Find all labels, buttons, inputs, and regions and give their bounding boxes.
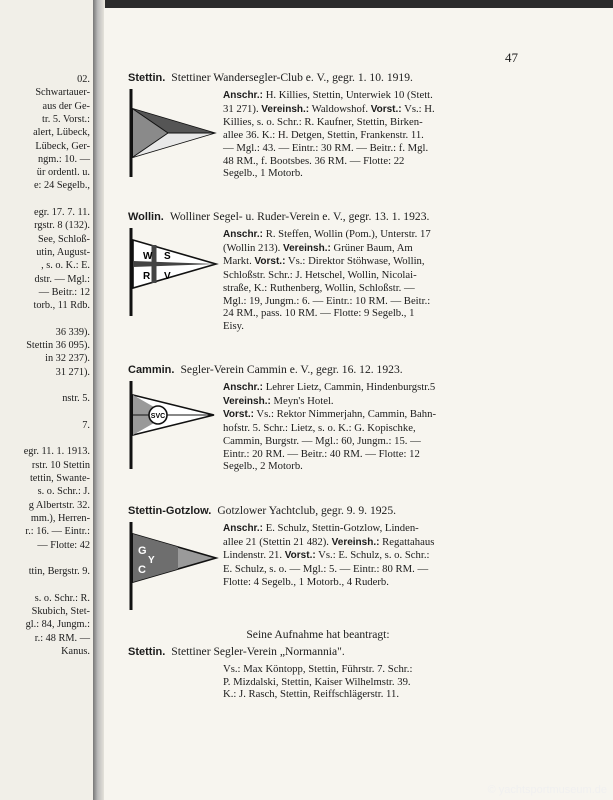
text-line: Flotte: 4 Segelb., 1 Motorb., 4 Ruderb. xyxy=(223,575,389,588)
club-pennant-flag xyxy=(128,520,220,612)
left-page-line: ür ordentl. u. xyxy=(36,167,90,179)
page-number: 47 xyxy=(505,50,518,65)
left-page-line: See, Schloß- xyxy=(37,233,90,245)
flag-monogram: SVC xyxy=(150,413,166,420)
left-page-line: aus der Ge- xyxy=(42,100,90,112)
left-page-line: ngm.: 10. — xyxy=(37,153,90,165)
flag-letter: C xyxy=(138,564,146,576)
text-line: 24 RM., pass. 10 RM. — Flotte: 9 Segelb., 1 xyxy=(223,307,415,320)
text-line: straße, K.: Ruthenberg, Wollin, Schloßstr. — xyxy=(223,281,415,294)
left-page-line: r.: 16. — Eintr.: xyxy=(25,526,90,538)
text-line: allee 36. K.: H. Detgen, Stettin, Frankenstr. 11. xyxy=(223,129,424,142)
left-page-line: rstr. 10 Stettin xyxy=(31,459,90,471)
left-page-line: s. o. Schr.: R. xyxy=(34,592,90,604)
text-line: Segelb., 1 Motorb. xyxy=(223,167,303,180)
left-page-line: s. o. Schr.: J. xyxy=(37,486,90,498)
left-page-line: — Flotte: 42 xyxy=(37,539,90,551)
left-page-line: Lübeck, Ger- xyxy=(35,140,90,152)
flag-letter: V xyxy=(164,271,171,282)
text-line: Segelb., 2 Motorb. xyxy=(223,460,303,473)
club-place: Stettin-Gotzlow. xyxy=(128,505,212,517)
club-title: Wolliner Segel- u. Ruder-Verein e. V., gegr. 13. 1. 1923. xyxy=(169,210,430,223)
left-page-line: Kanus. xyxy=(61,645,90,657)
club-heading xyxy=(128,645,508,659)
left-page-line: 02. xyxy=(77,74,90,85)
club-entry-stettin-wandersegler xyxy=(128,71,508,180)
club-heading xyxy=(128,363,508,377)
left-page-line: Stettin 36 095). xyxy=(26,340,90,351)
text-line: E. Schulz, s. o. — Mgl.: 5. — Eintr.: 80 RM. — xyxy=(223,563,429,576)
club-title: Segler-Verein Cammin e. V., gegr. 16. 12. 1923. xyxy=(180,363,403,376)
application-heading: Seine Aufnahme hat beantragt: xyxy=(246,628,390,641)
club-place: Stettin. xyxy=(128,646,166,658)
text-line: hofstr. 5. Schr.: Lietz, s. o. K.: G. Kopischke, xyxy=(223,422,416,435)
flag-letter: W xyxy=(143,251,153,262)
left-page-line: r.: 48 RM. — xyxy=(34,632,90,644)
left-page-line: egr. 11. 1. 1913. xyxy=(23,446,90,458)
left-page-line: ttin, Bergstr. 9. xyxy=(28,566,90,578)
left-page-line: utin, August- xyxy=(36,246,90,258)
left-page-line: , s. o. K.: E. xyxy=(41,260,90,272)
club-pennant-flag xyxy=(128,87,220,179)
text-line: Anschr.: E. Schulz, Stettin-Gotzlow, Linden- xyxy=(223,522,419,534)
text-line: 48 RM., f. Bootsbes. 36 RM. — Flotte: 22 xyxy=(223,154,405,167)
left-page-line: g Albertstr. 32. xyxy=(28,499,90,511)
flag-letter: S xyxy=(164,251,171,262)
text-line: Eisy. xyxy=(223,319,244,332)
club-title: Stettiner Wandersegler-Club e. V., gegr. 1. 10. 1919. xyxy=(171,71,413,84)
left-page-line: nstr. 5. xyxy=(62,393,90,405)
club-entry-normannia xyxy=(128,645,508,701)
left-page xyxy=(0,0,96,800)
left-page-line: Skubich, Stet- xyxy=(31,606,90,617)
flag-letter: G xyxy=(138,545,147,557)
flag-letter: Y xyxy=(148,555,155,566)
club-place: Cammin. xyxy=(128,364,175,376)
text-line: Schloßstr. Schr.: J. Hetschel, Wollin, Nicolai- xyxy=(223,269,417,282)
club-entry-cammin xyxy=(128,363,508,473)
left-page-line: tettin, Swante- xyxy=(29,473,90,484)
left-page-line: egr. 17. 7. 11. xyxy=(34,207,90,218)
club-title: Gotzlower Yachtclub, gegr. 9. 9. 1925. xyxy=(217,504,397,517)
club-title: Stettiner Segler-Verein „Normannia". xyxy=(171,645,345,658)
club-entry-wollin xyxy=(128,210,508,332)
club-pennant-flag xyxy=(128,226,220,318)
left-page-line: alert, Lübeck, xyxy=(33,127,90,139)
club-pennant-flag xyxy=(128,379,220,471)
club-details xyxy=(223,89,518,180)
left-page-line: — Beitr.: 12 xyxy=(38,286,90,298)
text-line: Anschr.: Lehrer Lietz, Cammin, Hindenburgstr.5 xyxy=(223,381,436,393)
text-line: Vereinsh.: Meyn's Hotel. xyxy=(223,394,334,407)
left-page-line: in 32 237). xyxy=(45,353,90,365)
left-page-line: gl.: 84, Jungm.: xyxy=(25,619,90,631)
left-page-line: tr. 5. Vorst.: xyxy=(42,113,90,125)
club-details xyxy=(223,228,518,333)
club-details xyxy=(223,381,518,473)
text-line: Vorst.: Vs.: Rektor Nimmerjahn, Cammin, Bahn- xyxy=(223,408,437,421)
club-details xyxy=(223,522,518,589)
club-entry-stettin-gotzlow xyxy=(128,504,508,588)
left-page-line: 31 271). xyxy=(55,366,90,378)
club-heading xyxy=(128,210,508,224)
club-place: Wollin. xyxy=(128,211,164,223)
text-line: Killies, s. o. Schr.: R. Kaufner, Stettin, Birken- xyxy=(223,116,423,129)
club-place: Stettin. xyxy=(128,72,166,84)
text-line: (Wollin 213). Vereinsh.: Grüner Baum, Am xyxy=(223,241,413,254)
text-line: Lindenstr. 21. Vorst.: Vs.: E. Schulz, s. o. Schr.: xyxy=(223,549,430,562)
club-heading xyxy=(128,504,508,518)
text-line: allee 21 (Stettin 21 482). Vereinsh.: Regattahaus xyxy=(223,535,435,548)
left-page-line: rgstr. 8 (132). xyxy=(34,220,90,232)
text-line: P. Mizdalski, Stettin, Kaiser Wilhelmstr. 39. xyxy=(223,675,411,688)
club-heading xyxy=(128,71,508,85)
left-page-line: Schwartauer- xyxy=(35,87,90,99)
left-page-line: 36 339). xyxy=(55,326,90,338)
copyright-watermark: © yachtsportmuseum.de xyxy=(487,784,607,796)
left-page-line: 7. xyxy=(82,419,90,431)
left-page-line: e: 24 Segelb., xyxy=(33,180,90,192)
text-line: 31 271). Vereinsh.: Waldowshof. Vorst.: Vs.: H. xyxy=(223,102,435,115)
club-details xyxy=(223,663,518,701)
text-line: — Mgl.: 43. — Eintr.: 30 RM. — Beitr.: f. Mgl. xyxy=(223,141,429,154)
right-page xyxy=(104,8,613,800)
left-page-line: mm.), Herren- xyxy=(30,512,90,524)
text-line: Eintr.: 20 RM. — Beitr.: 40 RM. — Flotte: 12 xyxy=(223,447,420,460)
left-page-line: torb., 11 Rdb. xyxy=(33,300,90,312)
text-line: Anschr.: R. Steffen, Wollin (Pom.), Unterstr. 17 xyxy=(223,228,431,240)
text-line: Cammin, Burgstr. — Mgl.: 60, Jungm.: 15. — xyxy=(223,434,421,447)
text-line: Vs.: Max Köntopp, Stettin, Führstr. 7. Schr.: xyxy=(223,663,413,675)
text-line: K.: J. Rasch, Stettin, Reiffschlägerstr. 11. xyxy=(223,688,400,701)
text-line: Mgl.: 19, Jungm.: 6. — Eintr.: 10 RM. — Beitr.: xyxy=(223,294,431,307)
text-line: Anschr.: H. Killies, Stettin, Unterwiek 10 (Stett. xyxy=(223,89,433,101)
left-page-line: dstr. — Mgl.: xyxy=(34,273,90,285)
flag-letter: R xyxy=(143,271,151,282)
text-line: Markt. Vorst.: Vs.: Direktor Stöhwase, Wollin, xyxy=(223,255,425,268)
